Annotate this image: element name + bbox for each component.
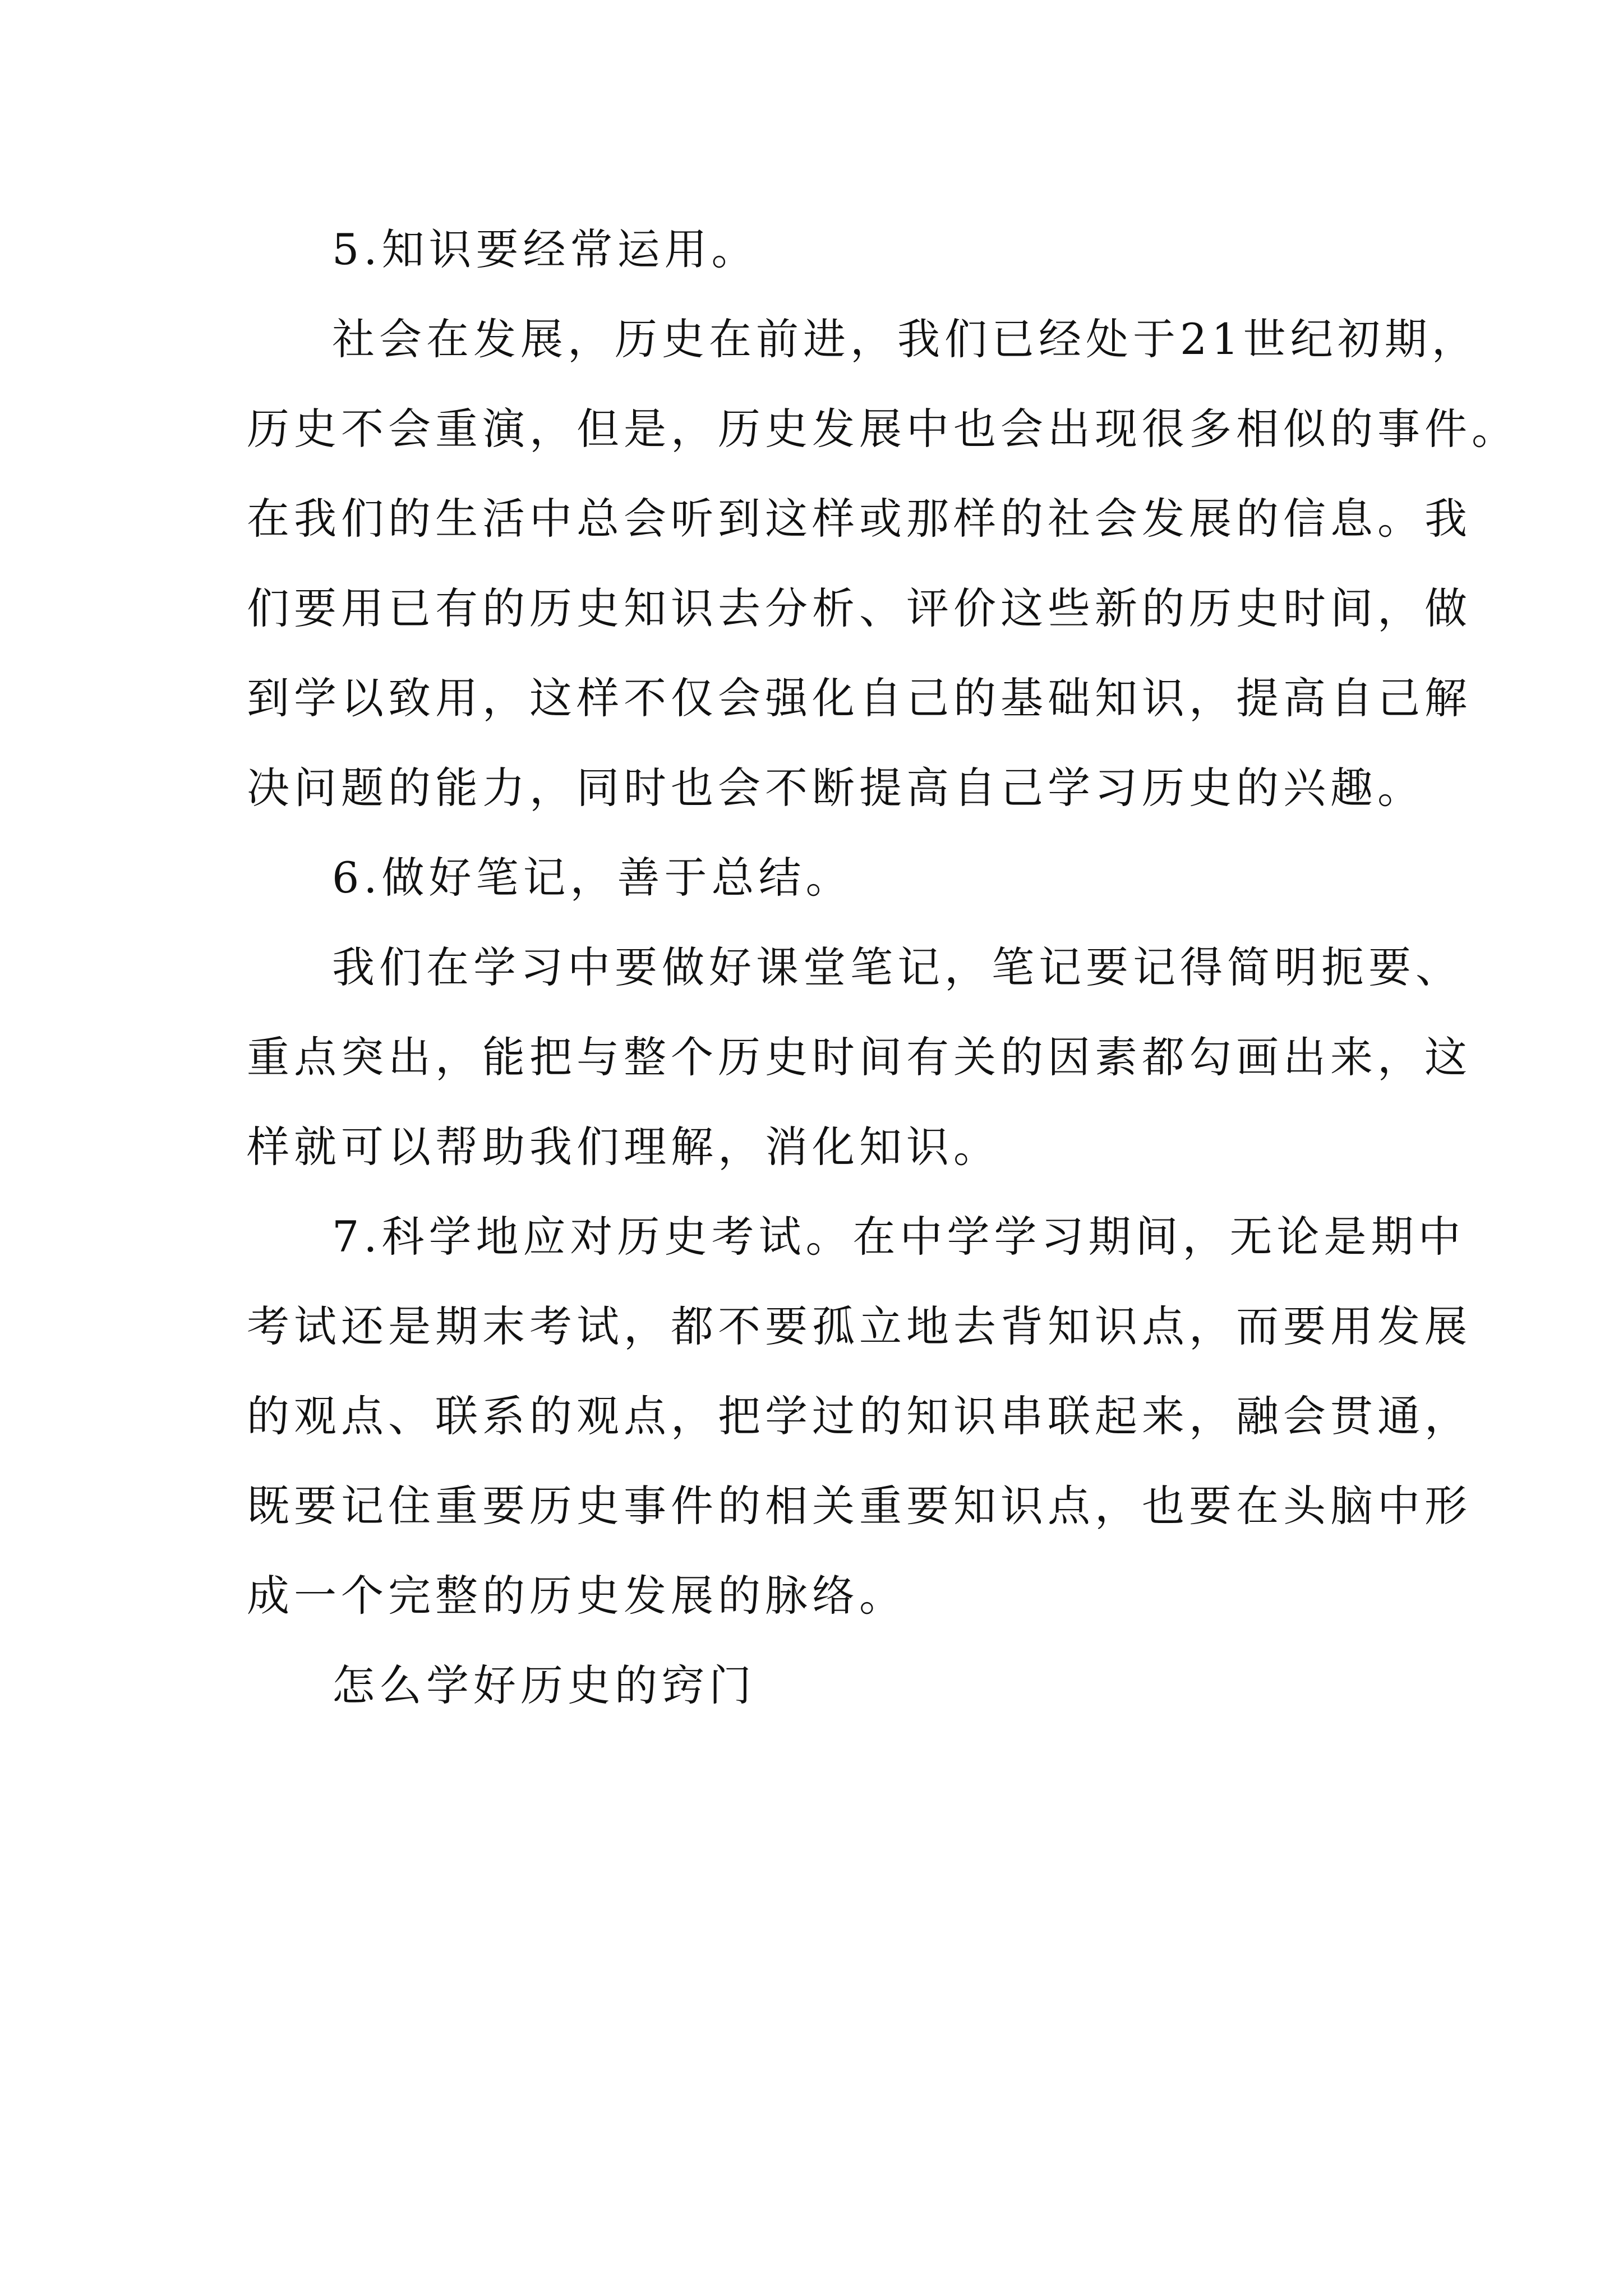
text-line: 考试还是期末考试，都不要孤立地去背知识点，而要用发展 bbox=[247, 1301, 1472, 1351]
heading-7: 7.科学地应对历史考试。在中学学习期间，无论是期中 bbox=[332, 1212, 1465, 1262]
text-line: 我们在学习中要做好课堂笔记，笔记要记得简明扼要、 bbox=[332, 942, 1463, 992]
document-body bbox=[247, 205, 1519, 1731]
text-line: 们要用已有的历史知识去分析、评价这些新的历史时间，做 bbox=[247, 583, 1472, 633]
text-line: 样就可以帮助我们理解，消化知识。 bbox=[247, 1122, 1000, 1172]
text-line: 历史不会重演，但是，历史发展中也会出现很多相似的事件。 bbox=[247, 404, 1519, 454]
text-line: 成一个完整的历史发展的脉络。 bbox=[247, 1571, 906, 1621]
heading-6: 6.做好笔记，善于总结。 bbox=[332, 853, 853, 903]
text-line: 在我们的生活中总会听到这样或那样的社会发展的信息。我 bbox=[247, 494, 1472, 544]
text-line: 决问题的能力，同时也会不断提高自己学习历史的兴趣。 bbox=[247, 763, 1424, 813]
text-line: 的观点、联系的观点，把学过的知识串联起来，融会贯通， bbox=[247, 1391, 1472, 1441]
text-line: 到学以致用，这样不仅会强化自己的基础知识，提高自己解 bbox=[247, 673, 1472, 723]
heading-5: 5.知识要经常运用。 bbox=[332, 224, 759, 274]
text-line: 既要记住重要历史事件的相关重要知识点，也要在头脑中形 bbox=[247, 1481, 1472, 1531]
text-line: 社会在发展，历史在前进，我们已经处于21世纪初期， bbox=[332, 314, 1479, 364]
section-title: 怎么学好历史的窍门 bbox=[332, 1660, 756, 1710]
text-line: 重点突出，能把与整个历史时间有关的因素都勾画出来，这 bbox=[247, 1032, 1472, 1082]
